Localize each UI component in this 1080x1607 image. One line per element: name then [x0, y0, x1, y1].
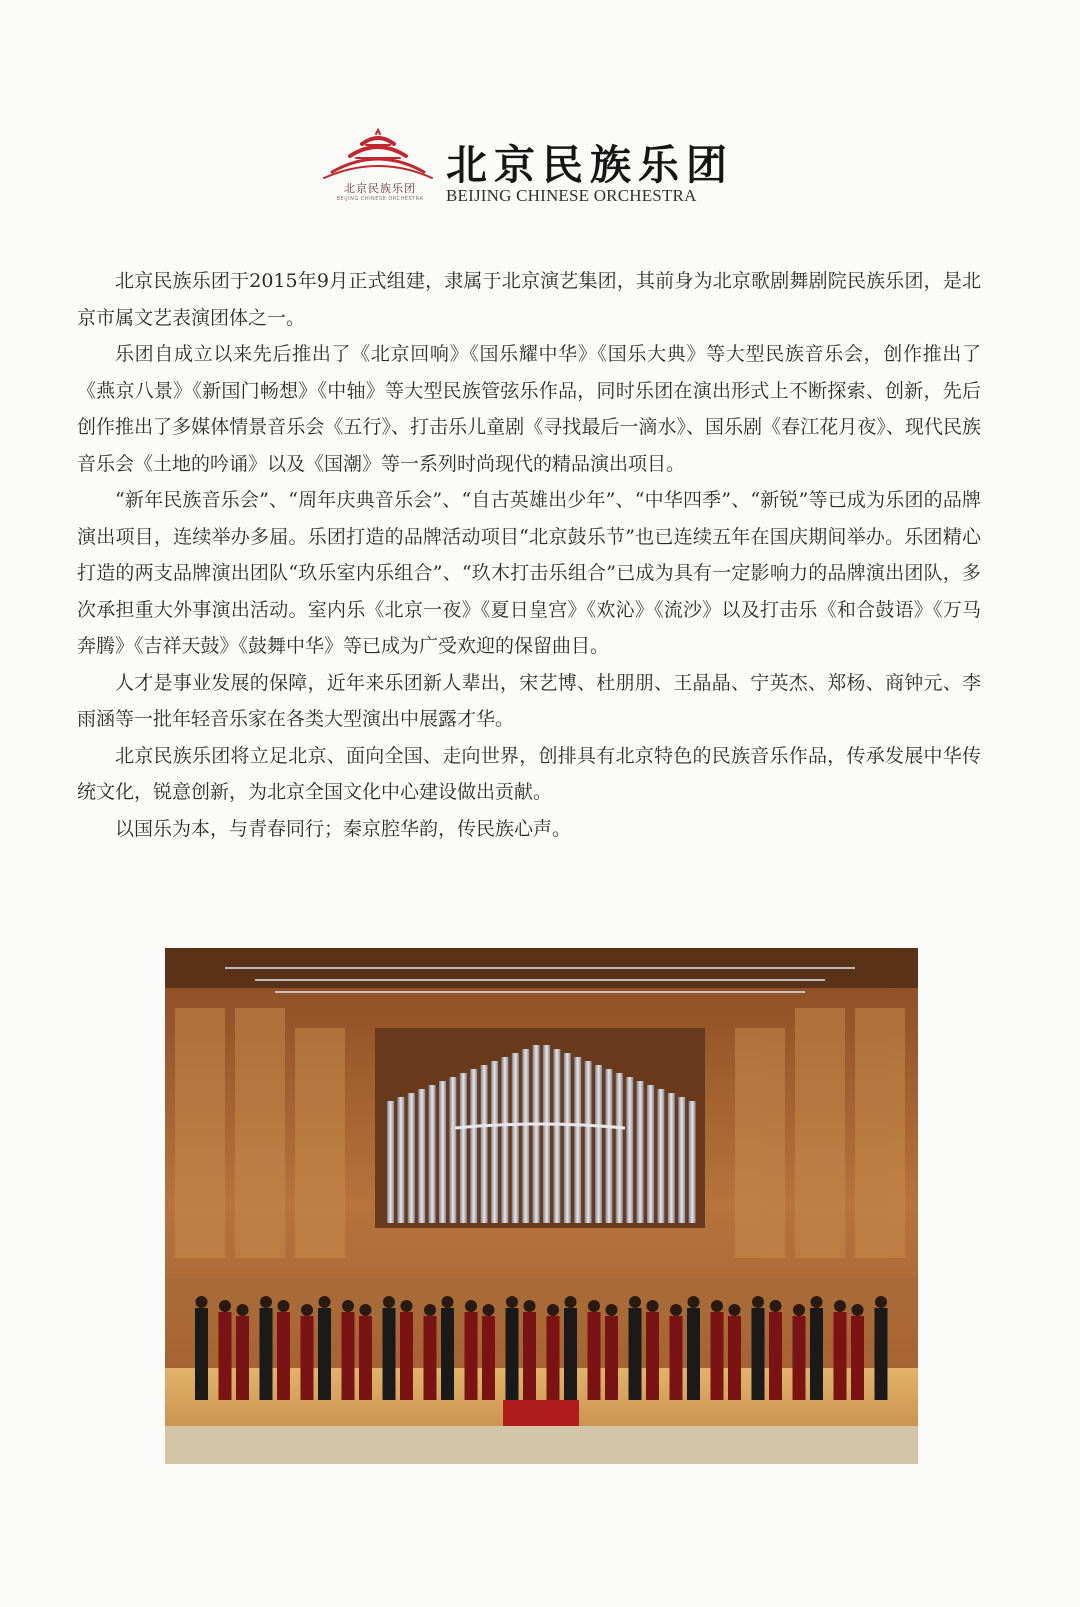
- paragraph: 人才是事业发展的保障，近年来乐团新人辈出，宋艺博、杜朋朋、王晶晶、宁英杰、郑杨、商钟元、李雨涵等一批年轻音乐家在各类大型演出中展露才华。: [77, 671, 981, 730]
- logo-name-english: BEIJING CHINESE ORCHESTRA: [446, 186, 697, 205]
- orchestra-logo: [322, 128, 742, 218]
- temple-roof-emblem-icon: [322, 128, 434, 212]
- emblem-subtitle: BEIJING CHINESE ORCHESTRA: [336, 196, 424, 202]
- paragraph: 北京民族乐团于2015年9月正式组建，隶属于北京演艺集团，其前身为北京歌剧舞剧院民族乐团，是北京市属文艺表演团体之一。: [77, 270, 981, 329]
- article-body: [77, 263, 981, 847]
- paragraph: “新年民族音乐会”、“周年庆典音乐会”、“自古英雄出少年”、“中华四季”、“新锐”等已成为乐团的品牌演出项目，连续举办多届。乐团打造的品牌活动项目“北京鼓乐节”也已连续五年在国庆期间举办。乐团精心打造的两支品牌演出团队“玖乐室内乐组合”、“玖木打击乐组合”已成为具有一定影响力的品牌演出团队，多次承担重大外事演出活动。室内乐《北京一夜》《夏日皇宫》《欢沁》《流沙》以及打击乐《和合鼓语》《万马奔腾》《吉祥天鼓》《鼓舞中华》等已成为广受欢迎的保留曲目。: [77, 489, 981, 657]
- emblem-caption: 北京民族乐团: [344, 182, 416, 195]
- logo-name-chinese: 北京民族乐团: [446, 141, 734, 189]
- paragraph: 北京民族乐团将立足北京、面向全国、走向世界，创排具有北京特色的民族音乐作品，传承发展中华传统文化，锐意创新，为北京全国文化中心建设做出贡献。: [77, 744, 981, 803]
- orchestra-concert-hall-photo: [165, 948, 918, 1464]
- paragraph: 乐团自成立以来先后推出了《北京回响》《国乐耀中华》《国乐大典》等大型民族音乐会，创作推出了《燕京八景》《新国门畅想》《中轴》等大型民族管弦乐作品，同时乐团在演出形式上不断探索、创新，先后创作推出了多媒体情景音乐会《五行》、打击乐儿童剧《寻找最后一滴水》、国乐剧《春江花月夜》、现代民族音乐会《土地的吟诵》以及《国潮》等一系列时尚现代的精品演出项目。: [77, 343, 981, 475]
- paragraph: 以国乐为本，与青春同行；秦京腔华韵，传民族心声。: [115, 817, 572, 840]
